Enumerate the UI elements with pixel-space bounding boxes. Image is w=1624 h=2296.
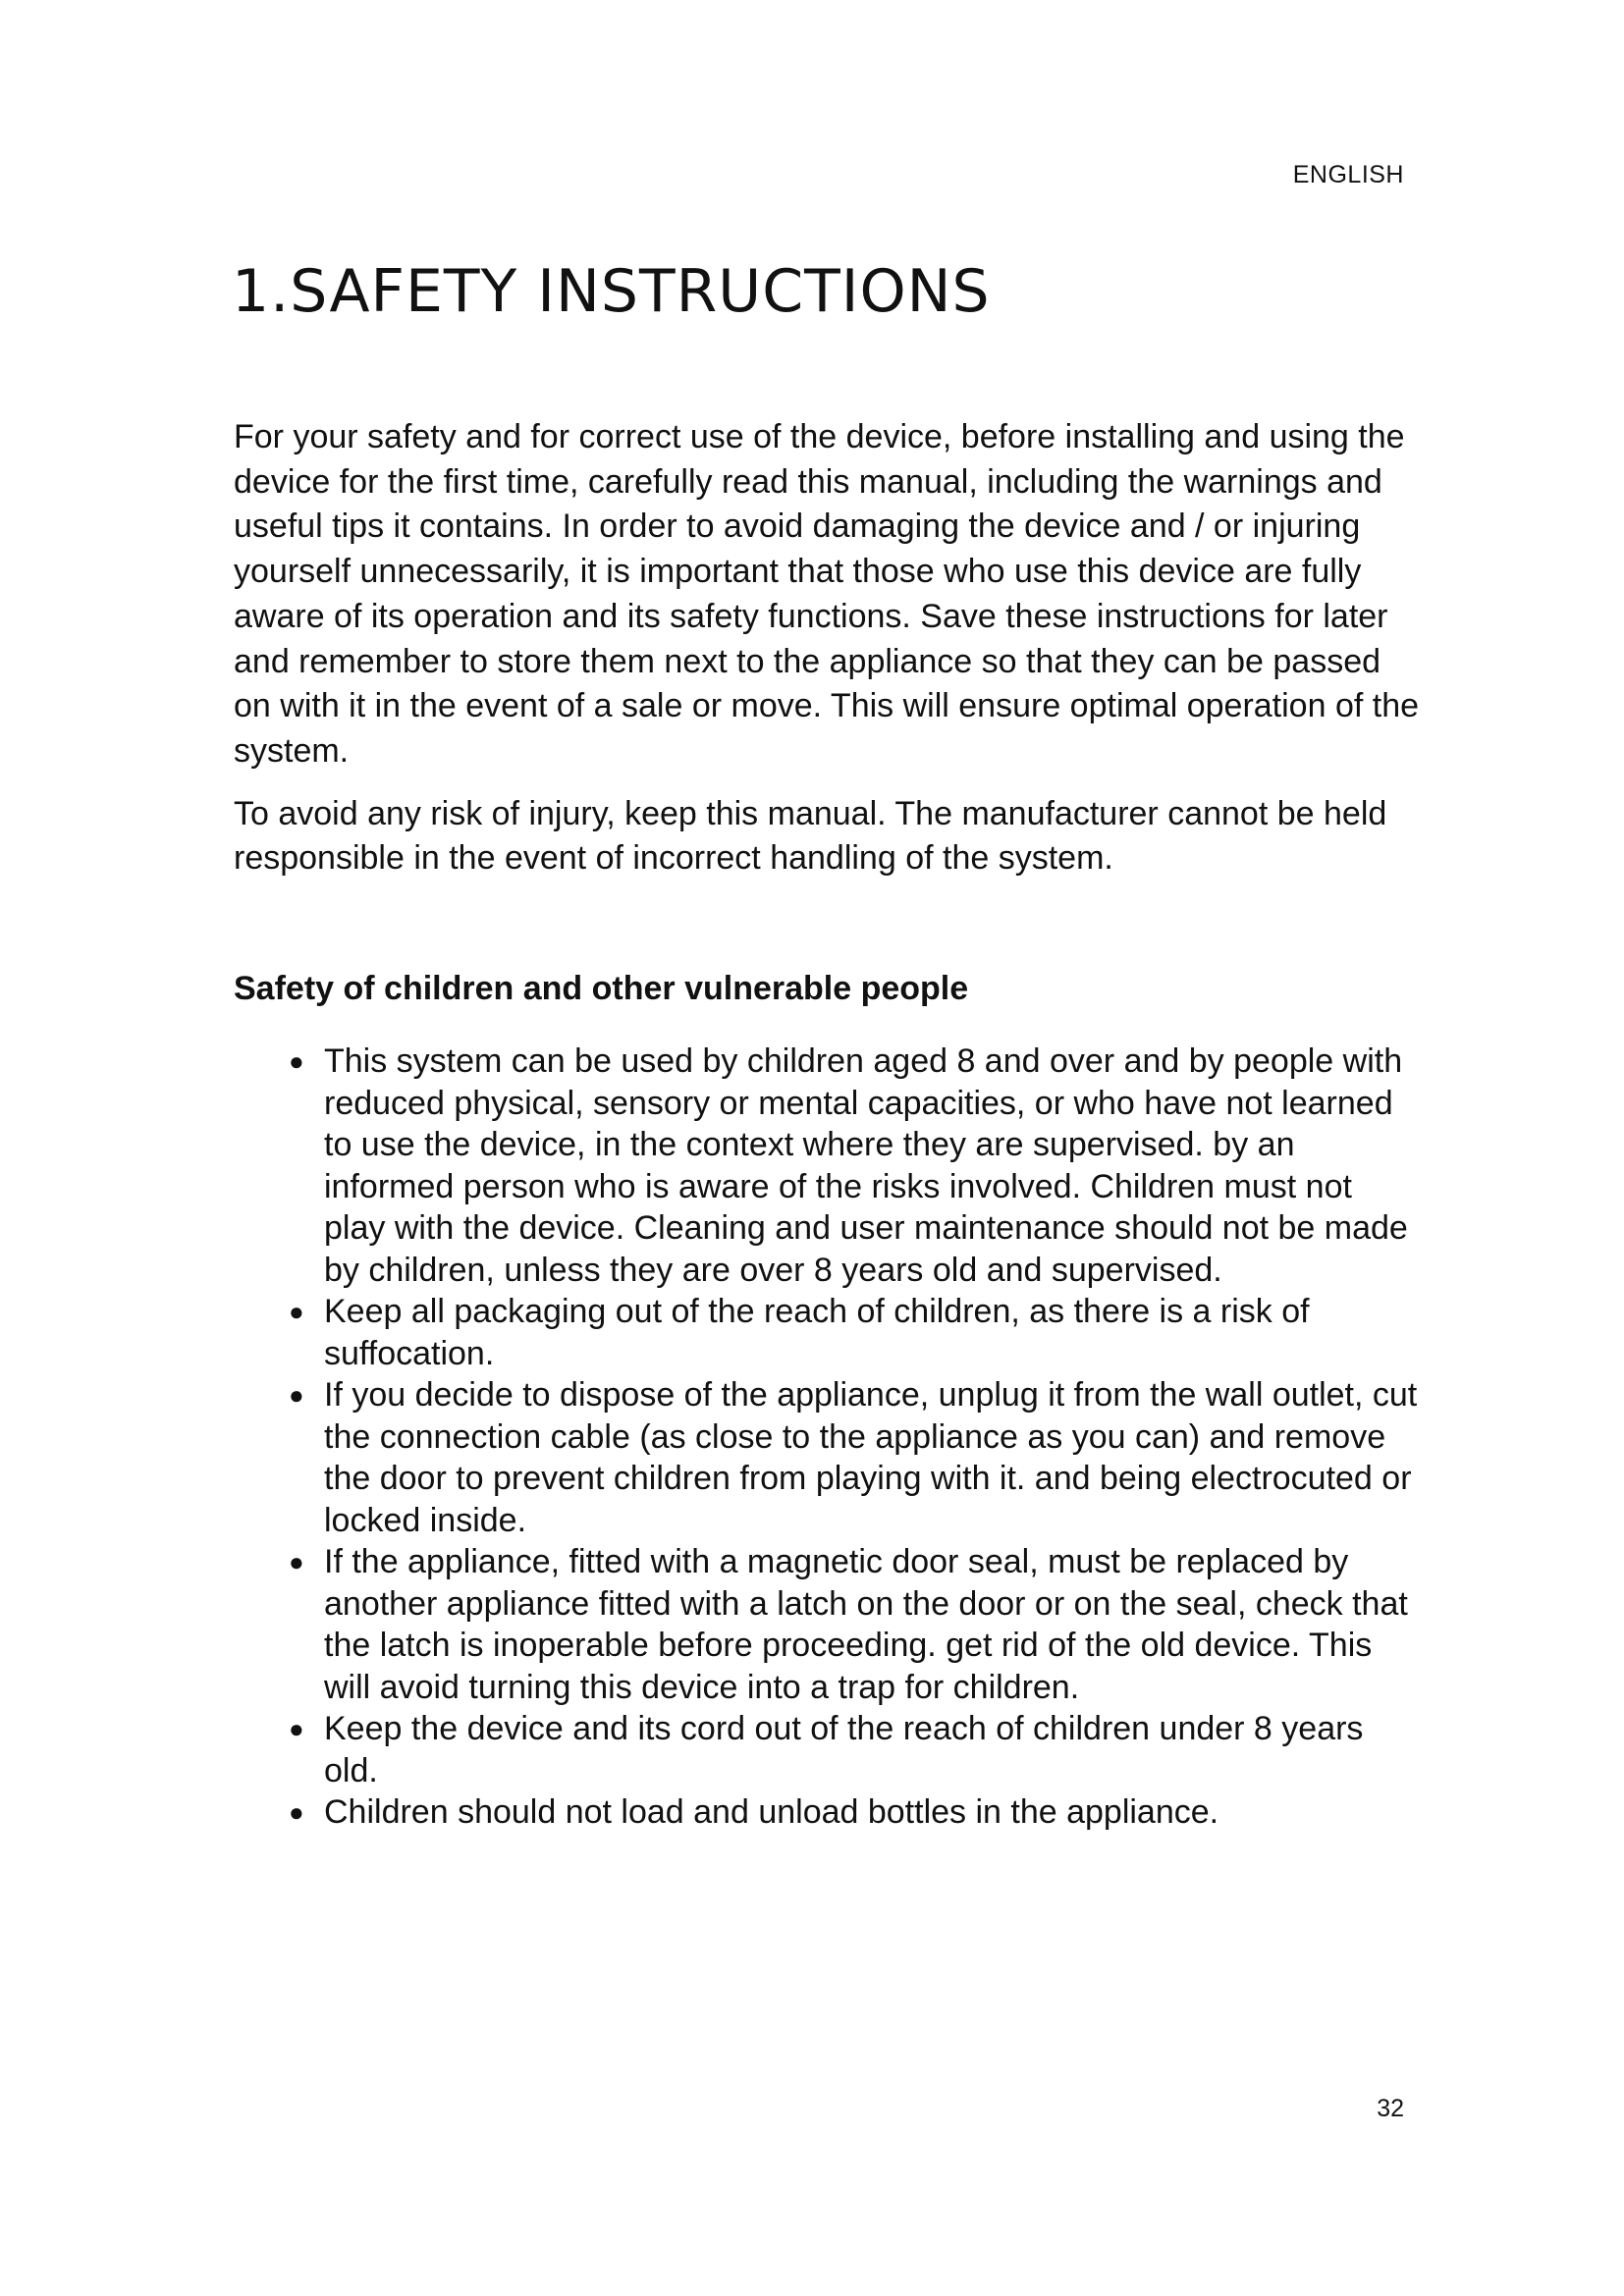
- intro-section: [234, 415, 1422, 881]
- bullet-icon: ●: [289, 1380, 304, 1410]
- list-item-text: If the appliance, fitted with a magnetic door seal, must be replaced by another appliance fitted with a latch on the door or on the seal, check that the latch is inoperable before proceeding. get rid of the old device. This will avoid turning this device into a trap for children.: [324, 1543, 1408, 1706]
- list-item-text: Keep all packaging out of the reach of children, as there is a risk of suffocation.: [324, 1293, 1310, 1372]
- list-item-text: If you decide to dispose of the appliance, unplug it from the wall outlet, cut the connection cable (as close to the appliance as you can) and remove the door to prevent children from playing with it. and being electrocuted or locked inside.: [324, 1376, 1418, 1539]
- section-heading: Safety of children and other vulnerable people: [234, 970, 969, 1007]
- page-number: 32: [1377, 2095, 1404, 2122]
- list-item: [234, 1374, 1422, 1541]
- list-item: [234, 1041, 1422, 1291]
- list-item-text: Keep the device and its cord out of the reach of children under 8 years old.: [324, 1710, 1364, 1789]
- list-item-text: This system can be used by children aged 8 and over and by people with reduced physical, sensory or mental capacities, or who have not learned to use the device, in the context where they are supervised. by an informed person who is aware of the risks involved. Children must not play with the device. Cleaning and user maintenance should not be made by children, unless they are over 8 years old and supervised.: [324, 1042, 1408, 1289]
- bullet-icon: ●: [289, 1297, 304, 1326]
- safety-bullet-list: [234, 1041, 1422, 1834]
- list-item: [234, 1708, 1422, 1791]
- bullet-icon: ●: [289, 1714, 304, 1743]
- bullet-icon: ●: [289, 1797, 304, 1827]
- list-item: [234, 1791, 1422, 1834]
- intro-paragraph: For your safety and for correct use of the device, before installing and using the device for the first time, carefully read this manual, including the warnings and useful tips it contains. In order to avoid damaging the device and / or injuring yourself unnecessarily, it is important that those who use this device are fully aware of its operation and its safety functions. Save these instructions for later and remember to store them next to the appliance so that they can be passed on with it in the event of a sale or move. This will ensure optimal operation of the system.: [234, 418, 1420, 770]
- list-item: [234, 1291, 1422, 1374]
- page-title: 1.SAFETY INSTRUCTIONS: [232, 257, 991, 326]
- page-language-label: ENGLISH: [1292, 161, 1404, 188]
- intro-paragraph: To avoid any risk of injury, keep this manual. The manufacturer cannot be held responsible in the event of incorrect handling of the system.: [234, 794, 1387, 878]
- bullet-icon: ●: [289, 1046, 304, 1076]
- list-item-text: Children should not load and unload bottles in the appliance.: [324, 1793, 1219, 1831]
- list-item: [234, 1541, 1422, 1708]
- bullet-icon: ●: [289, 1547, 304, 1576]
